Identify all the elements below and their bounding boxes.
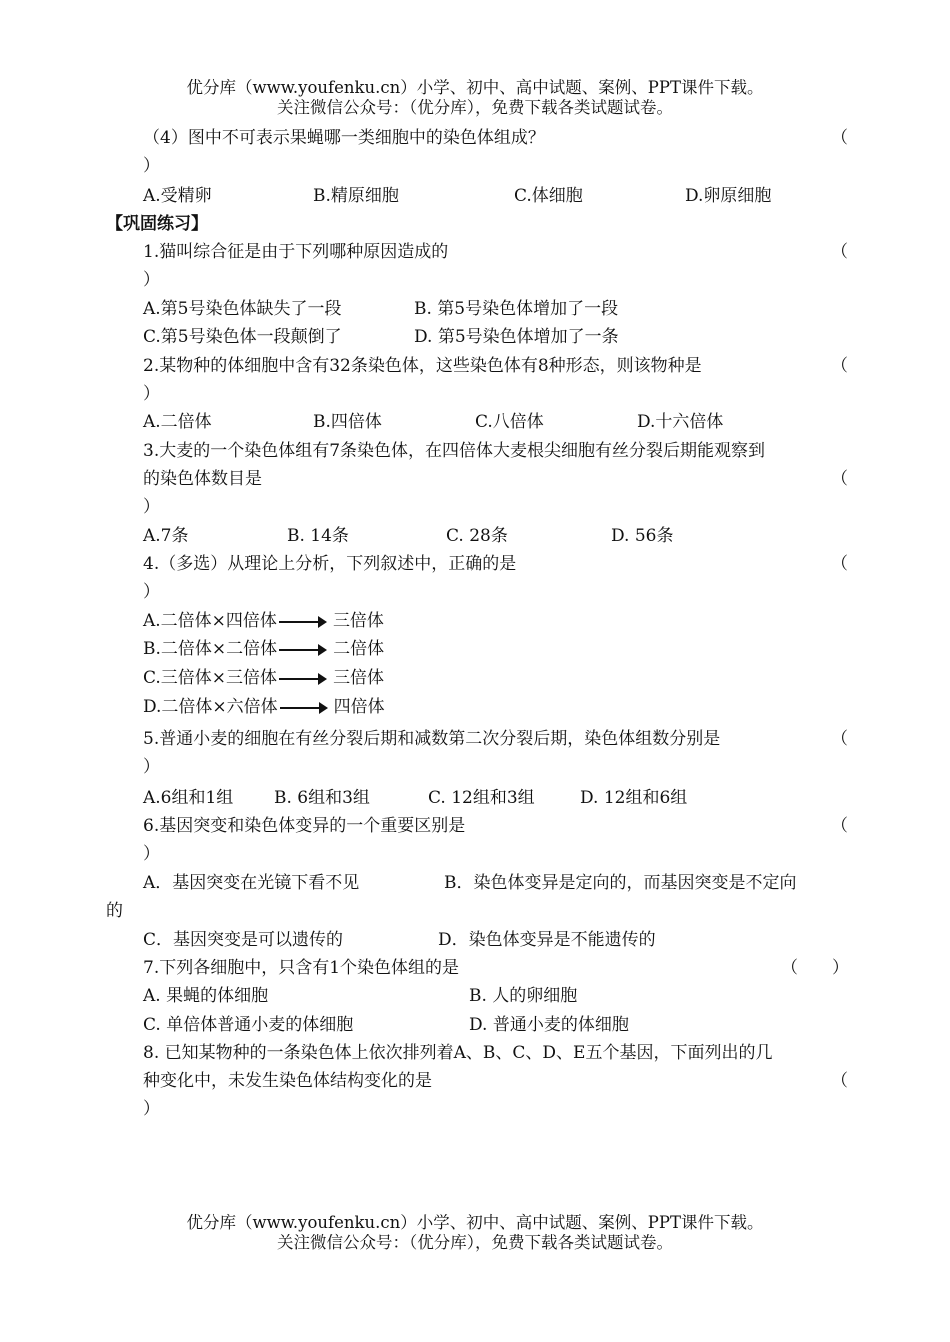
footer-line-1: 优分库（www.youfenku.cn）小学、初中、高中试题、案例、PPT课件下载。 xyxy=(186,1213,764,1232)
answer-paren-close: ） xyxy=(143,757,160,777)
answer-paren-close: ） xyxy=(143,844,160,864)
option-d xyxy=(143,696,385,718)
option-c: C.体细胞 xyxy=(514,186,583,206)
option-a: A. 果蝇的体细胞 xyxy=(143,986,269,1006)
option-a: A.二倍体 xyxy=(143,412,212,432)
option-b: B. 第5号染色体增加了一段 xyxy=(414,299,619,319)
option-d: D.十六倍体 xyxy=(637,412,724,432)
arrow-icon xyxy=(279,649,325,651)
question-stem-line-1: 8. 已知某物种的一条染色体上依次排列着A、B、C、D、E五个基因，下面列出的几 xyxy=(143,1043,773,1063)
cross-parents: B.二倍体×二倍体 xyxy=(143,639,278,659)
header-line-1: 优分库（www.youfenku.cn）小学、初中、高中试题、案例、PPT课件下载。 xyxy=(186,78,764,97)
question-stem-line-2: 种变化中，未发生染色体结构变化的是 xyxy=(143,1071,432,1091)
option-b: B. 人的卵细胞 xyxy=(469,986,578,1006)
answer-paren-close: ） xyxy=(143,270,160,290)
option-b: B.四倍体 xyxy=(313,412,382,432)
arrow-icon xyxy=(279,678,325,680)
cross-parents: A.二倍体×四倍体 xyxy=(143,611,277,631)
answer-paren-open: （ xyxy=(831,1071,848,1091)
question-stem: （4）图中不可表示果蝇哪一类细胞中的染色体组成？ xyxy=(143,128,545,148)
option-d: D.卵原细胞 xyxy=(685,186,772,206)
answer-paren-open: （ xyxy=(831,128,848,148)
option-c: C. 12组和3组 xyxy=(428,788,535,808)
option-a xyxy=(143,610,384,632)
answer-paren-close: ） xyxy=(143,497,160,517)
arrow-icon xyxy=(280,707,326,709)
option-a: A.7条 xyxy=(143,526,189,546)
option-a: A.受精卵 xyxy=(143,186,212,206)
option-c: C. 28条 xyxy=(446,526,508,546)
option-a: A.6组和1组 xyxy=(143,788,234,808)
option-b-wrap: 的 xyxy=(106,901,123,921)
answer-paren-close: ） xyxy=(143,582,160,602)
answer-paren-close: ） xyxy=(143,384,160,404)
option-d: D. 56条 xyxy=(611,526,674,546)
option-c xyxy=(143,667,384,689)
answer-paren-open: （ xyxy=(831,356,848,376)
section-title: 【巩固练习】 xyxy=(106,214,208,234)
option-b: B.精原细胞 xyxy=(313,186,399,206)
footer-line-2: 关注微信公众号：（优分库），免费下载各类试题试卷。 xyxy=(277,1233,673,1252)
question-stem: 7.下列各细胞中，只含有1个染色体组的是 xyxy=(143,958,460,978)
header-line-2: 关注微信公众号：（优分库），免费下载各类试题试卷。 xyxy=(277,98,673,117)
answer-paren-open: （ xyxy=(831,242,848,262)
option-d: D. 普通小麦的体细胞 xyxy=(469,1015,629,1035)
option-b xyxy=(143,638,384,660)
option-c: C．基因突变是可以遗传的 xyxy=(143,930,344,950)
question-stem: 2.某物种的体细胞中含有32条染色体，这些染色体有8种形态，则该物种是 xyxy=(143,356,702,376)
cross-offspring: 三倍体 xyxy=(333,668,385,688)
question-stem: 5.普通小麦的细胞在有丝分裂后期和减数第二次分裂后期，染色体组数分别是 xyxy=(143,729,721,749)
option-c: C.第5号染色体一段颠倒了 xyxy=(143,327,342,347)
question-stem: 1.猫叫综合征是由于下列哪种原因造成的 xyxy=(143,242,449,262)
answer-paren-close: ） xyxy=(143,1099,160,1119)
cross-offspring: 二倍体 xyxy=(333,639,385,659)
cross-offspring: 三倍体 xyxy=(332,611,384,631)
option-c: C.八倍体 xyxy=(475,412,544,432)
answer-paren-open: （ xyxy=(831,469,848,489)
question-stem: 6.基因突变和染色体变异的一个重要区别是 xyxy=(143,816,466,836)
option-d: D．染色体变异是不能遗传的 xyxy=(438,930,656,950)
page-header xyxy=(0,78,950,118)
question-stem-line-2: 的染色体数目是 xyxy=(143,469,262,489)
option-d: D. 12组和6组 xyxy=(580,788,688,808)
question-stem-line-1: 3.大麦的一个染色体组有7条染色体，在四倍体大麦根尖细胞有丝分裂后期能观察到 xyxy=(143,441,766,461)
option-b: B. 14条 xyxy=(287,526,349,546)
answer-paren-close: ） xyxy=(143,156,160,176)
option-b: B. 6组和3组 xyxy=(274,788,370,808)
option-a: A.第5号染色体缺失了一段 xyxy=(143,299,342,319)
cross-parents: D.二倍体×六倍体 xyxy=(143,697,278,717)
answer-paren-open: （ xyxy=(831,816,848,836)
option-d: D. 第5号染色体增加了一条 xyxy=(414,327,619,347)
option-a: A．基因突变在光镜下看不见 xyxy=(143,873,360,893)
answer-paren: （ ） xyxy=(781,958,849,978)
cross-parents: C.三倍体×三倍体 xyxy=(143,668,278,688)
cross-offspring: 四倍体 xyxy=(333,697,385,717)
answer-paren-open: （ xyxy=(831,729,848,749)
question-stem: 4.（多选）从理论上分析，下列叙述中，正确的是 xyxy=(143,554,517,574)
page-footer xyxy=(0,1213,950,1253)
option-c: C. 单倍体普通小麦的体细胞 xyxy=(143,1015,354,1035)
option-b: B．染色体变异是定向的，而基因突变是不定向 xyxy=(444,873,797,893)
arrow-icon xyxy=(279,621,325,623)
answer-paren-open: （ xyxy=(831,554,848,574)
